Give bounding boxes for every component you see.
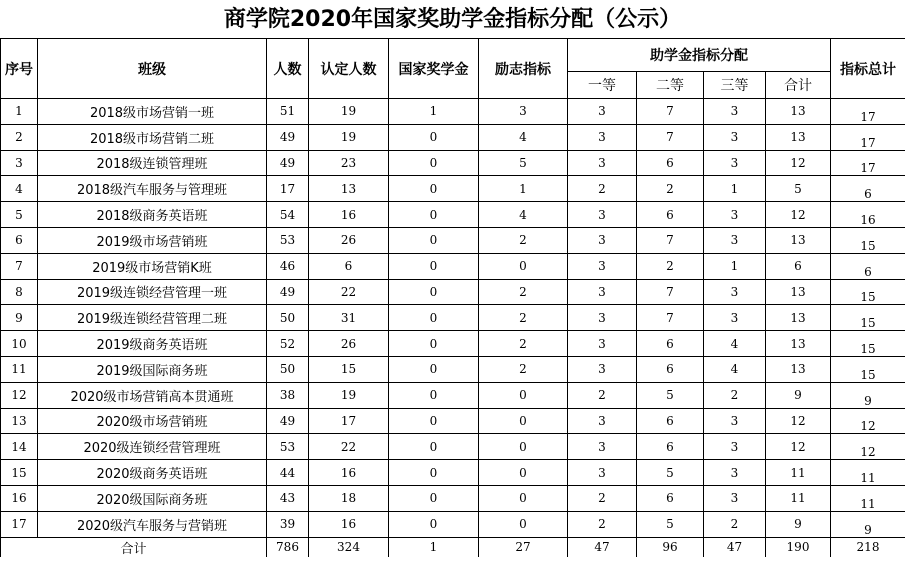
cell-national: 0 bbox=[389, 150, 479, 176]
cell-inspire: 1 bbox=[479, 176, 568, 202]
cell-certified: 16 bbox=[309, 460, 389, 486]
table-row bbox=[1, 99, 905, 125]
cell-tier3: 4 bbox=[704, 331, 766, 357]
cell-tier2: 7 bbox=[637, 305, 704, 331]
cell-tier3: 2 bbox=[704, 382, 766, 408]
cell-total: 6 bbox=[831, 253, 905, 279]
cell-tier2: 6 bbox=[637, 150, 704, 176]
header-tier2: 二等 bbox=[637, 72, 704, 99]
summary-national: 1 bbox=[389, 537, 479, 557]
cell-tier1: 3 bbox=[568, 408, 637, 434]
cell-people: 53 bbox=[267, 434, 309, 460]
cell-people: 50 bbox=[267, 356, 309, 382]
cell-national: 0 bbox=[389, 434, 479, 460]
cell-inspire: 4 bbox=[479, 124, 568, 150]
cell-national: 0 bbox=[389, 176, 479, 202]
cell-certified: 31 bbox=[309, 305, 389, 331]
cell-class: 2019级连锁经营管理二班 bbox=[38, 305, 267, 331]
header-subtotal: 合计 bbox=[766, 72, 831, 99]
cell-national: 0 bbox=[389, 305, 479, 331]
cell-tier3: 3 bbox=[704, 460, 766, 486]
cell-total: 11 bbox=[831, 460, 905, 486]
cell-inspire: 0 bbox=[479, 382, 568, 408]
cell-people: 17 bbox=[267, 176, 309, 202]
header-tier1: 一等 bbox=[568, 72, 637, 99]
cell-class: 2018级连锁管理班 bbox=[38, 150, 267, 176]
cell-class: 2019级商务英语班 bbox=[38, 331, 267, 357]
header-inspire: 励志指标 bbox=[479, 39, 568, 99]
cell-people: 49 bbox=[267, 150, 309, 176]
cell-inspire: 0 bbox=[479, 408, 568, 434]
cell-tier2: 7 bbox=[637, 279, 704, 305]
cell-no: 12 bbox=[1, 382, 38, 408]
cell-inspire: 0 bbox=[479, 460, 568, 486]
cell-subtotal: 9 bbox=[766, 382, 831, 408]
cell-total: 11 bbox=[831, 485, 905, 511]
cell-no: 1 bbox=[1, 99, 38, 125]
cell-tier1: 2 bbox=[568, 485, 637, 511]
cell-total: 17 bbox=[831, 150, 905, 176]
cell-people: 52 bbox=[267, 331, 309, 357]
cell-tier3: 3 bbox=[704, 227, 766, 253]
cell-tier3: 3 bbox=[704, 279, 766, 305]
table-row bbox=[1, 227, 905, 253]
cell-no: 17 bbox=[1, 511, 38, 537]
cell-class: 2020级商务英语班 bbox=[38, 460, 267, 486]
cell-subtotal: 13 bbox=[766, 305, 831, 331]
cell-people: 43 bbox=[267, 485, 309, 511]
cell-tier1: 2 bbox=[568, 511, 637, 537]
header-national: 国家奖学金 bbox=[389, 39, 479, 99]
cell-certified: 26 bbox=[309, 331, 389, 357]
cell-class: 2018级商务英语班 bbox=[38, 202, 267, 228]
summary-tier3: 47 bbox=[704, 537, 766, 557]
cell-tier3: 1 bbox=[704, 253, 766, 279]
cell-no: 8 bbox=[1, 279, 38, 305]
cell-tier3: 3 bbox=[704, 202, 766, 228]
cell-total: 12 bbox=[831, 434, 905, 460]
cell-inspire: 2 bbox=[479, 356, 568, 382]
cell-tier1: 3 bbox=[568, 356, 637, 382]
cell-no: 9 bbox=[1, 305, 38, 331]
cell-national: 0 bbox=[389, 124, 479, 150]
cell-class: 2019级市场营销班 bbox=[38, 227, 267, 253]
cell-inspire: 0 bbox=[479, 253, 568, 279]
cell-certified: 19 bbox=[309, 382, 389, 408]
cell-tier1: 3 bbox=[568, 99, 637, 125]
table-body bbox=[1, 99, 905, 538]
cell-total: 15 bbox=[831, 227, 905, 253]
summary-total: 218 bbox=[831, 537, 905, 557]
cell-inspire: 2 bbox=[479, 305, 568, 331]
header-tier3: 三等 bbox=[704, 72, 766, 99]
cell-inspire: 5 bbox=[479, 150, 568, 176]
cell-class: 2020级汽车服务与营销班 bbox=[38, 511, 267, 537]
cell-total: 15 bbox=[831, 305, 905, 331]
table-row bbox=[1, 356, 905, 382]
cell-inspire: 4 bbox=[479, 202, 568, 228]
cell-class: 2020级国际商务班 bbox=[38, 485, 267, 511]
header-certified: 认定人数 bbox=[309, 39, 389, 99]
cell-tier3: 3 bbox=[704, 124, 766, 150]
table-row bbox=[1, 382, 905, 408]
cell-people: 51 bbox=[267, 99, 309, 125]
cell-subtotal: 13 bbox=[766, 124, 831, 150]
table-row bbox=[1, 434, 905, 460]
cell-tier3: 3 bbox=[704, 99, 766, 125]
cell-tier2: 7 bbox=[637, 124, 704, 150]
cell-people: 54 bbox=[267, 202, 309, 228]
cell-people: 39 bbox=[267, 511, 309, 537]
header-class: 班级 bbox=[38, 39, 267, 99]
cell-national: 0 bbox=[389, 485, 479, 511]
cell-total: 17 bbox=[831, 99, 905, 125]
cell-people: 49 bbox=[267, 408, 309, 434]
cell-national: 0 bbox=[389, 408, 479, 434]
cell-subtotal: 13 bbox=[766, 279, 831, 305]
table-row bbox=[1, 485, 905, 511]
cell-total: 9 bbox=[831, 511, 905, 537]
cell-national: 0 bbox=[389, 356, 479, 382]
cell-total: 16 bbox=[831, 202, 905, 228]
cell-tier1: 3 bbox=[568, 279, 637, 305]
cell-tier1: 2 bbox=[568, 382, 637, 408]
cell-total: 6 bbox=[831, 176, 905, 202]
cell-tier1: 2 bbox=[568, 176, 637, 202]
cell-national: 0 bbox=[389, 511, 479, 537]
cell-tier2: 5 bbox=[637, 511, 704, 537]
cell-tier3: 3 bbox=[704, 485, 766, 511]
cell-tier3: 3 bbox=[704, 408, 766, 434]
cell-tier2: 7 bbox=[637, 99, 704, 125]
cell-inspire: 0 bbox=[479, 511, 568, 537]
cell-tier2: 6 bbox=[637, 356, 704, 382]
summary-certified: 324 bbox=[309, 537, 389, 557]
cell-class: 2020级连锁经营管理班 bbox=[38, 434, 267, 460]
cell-subtotal: 12 bbox=[766, 150, 831, 176]
cell-no: 14 bbox=[1, 434, 38, 460]
cell-certified: 19 bbox=[309, 124, 389, 150]
cell-inspire: 0 bbox=[479, 434, 568, 460]
cell-tier2: 6 bbox=[637, 408, 704, 434]
cell-tier1: 3 bbox=[568, 124, 637, 150]
cell-no: 4 bbox=[1, 176, 38, 202]
cell-national: 0 bbox=[389, 202, 479, 228]
cell-people: 46 bbox=[267, 253, 309, 279]
cell-subtotal: 12 bbox=[766, 202, 831, 228]
cell-inspire: 3 bbox=[479, 99, 568, 125]
table-row bbox=[1, 253, 905, 279]
page-title: 商学院2020年国家奖助学金指标分配（公示） bbox=[223, 7, 682, 32]
cell-national: 0 bbox=[389, 331, 479, 357]
cell-no: 3 bbox=[1, 150, 38, 176]
cell-certified: 19 bbox=[309, 99, 389, 125]
cell-tier2: 2 bbox=[637, 176, 704, 202]
cell-class: 2020级市场营销高本贯通班 bbox=[38, 382, 267, 408]
table-row bbox=[1, 305, 905, 331]
cell-certified: 16 bbox=[309, 202, 389, 228]
cell-no: 15 bbox=[1, 460, 38, 486]
cell-class: 2019级连锁经营管理一班 bbox=[38, 279, 267, 305]
cell-certified: 6 bbox=[309, 253, 389, 279]
cell-no: 2 bbox=[1, 124, 38, 150]
cell-certified: 22 bbox=[309, 434, 389, 460]
cell-subtotal: 12 bbox=[766, 434, 831, 460]
cell-tier2: 5 bbox=[637, 460, 704, 486]
summary-inspire: 27 bbox=[479, 537, 568, 557]
cell-subtotal: 13 bbox=[766, 99, 831, 125]
table-row bbox=[1, 511, 905, 537]
header-people: 人数 bbox=[267, 39, 309, 99]
cell-inspire: 0 bbox=[479, 485, 568, 511]
cell-no: 6 bbox=[1, 227, 38, 253]
summary-label: 合计 bbox=[1, 537, 267, 557]
cell-tier2: 6 bbox=[637, 202, 704, 228]
header-row bbox=[1, 39, 905, 72]
cell-tier2: 2 bbox=[637, 253, 704, 279]
cell-people: 49 bbox=[267, 279, 309, 305]
summary-row bbox=[1, 537, 905, 557]
cell-tier2: 5 bbox=[637, 382, 704, 408]
cell-class: 2018级市场营销一班 bbox=[38, 99, 267, 125]
summary-subtotal: 190 bbox=[766, 537, 831, 557]
cell-subtotal: 5 bbox=[766, 176, 831, 202]
cell-total: 15 bbox=[831, 356, 905, 382]
cell-inspire: 2 bbox=[479, 331, 568, 357]
cell-subtotal: 13 bbox=[766, 356, 831, 382]
cell-certified: 16 bbox=[309, 511, 389, 537]
table-row bbox=[1, 279, 905, 305]
allocation-table bbox=[0, 38, 905, 557]
cell-tier2: 6 bbox=[637, 434, 704, 460]
cell-no: 7 bbox=[1, 253, 38, 279]
cell-people: 50 bbox=[267, 305, 309, 331]
cell-tier3: 1 bbox=[704, 176, 766, 202]
cell-tier2: 7 bbox=[637, 227, 704, 253]
table-row bbox=[1, 124, 905, 150]
cell-people: 44 bbox=[267, 460, 309, 486]
header-grant-group: 助学金指标分配 bbox=[568, 39, 831, 72]
cell-tier1: 3 bbox=[568, 305, 637, 331]
cell-tier1: 3 bbox=[568, 202, 637, 228]
cell-tier3: 3 bbox=[704, 434, 766, 460]
cell-tier1: 3 bbox=[568, 227, 637, 253]
cell-no: 5 bbox=[1, 202, 38, 228]
cell-subtotal: 13 bbox=[766, 331, 831, 357]
table-row bbox=[1, 150, 905, 176]
cell-no: 16 bbox=[1, 485, 38, 511]
cell-subtotal: 6 bbox=[766, 253, 831, 279]
cell-certified: 23 bbox=[309, 150, 389, 176]
table-row bbox=[1, 331, 905, 357]
cell-class: 2020级市场营销班 bbox=[38, 408, 267, 434]
cell-certified: 22 bbox=[309, 279, 389, 305]
cell-no: 13 bbox=[1, 408, 38, 434]
table-row bbox=[1, 202, 905, 228]
cell-tier1: 3 bbox=[568, 460, 637, 486]
cell-tier3: 3 bbox=[704, 305, 766, 331]
cell-subtotal: 12 bbox=[766, 408, 831, 434]
cell-national: 0 bbox=[389, 460, 479, 486]
summary-tier2: 96 bbox=[637, 537, 704, 557]
cell-subtotal: 13 bbox=[766, 227, 831, 253]
cell-tier2: 6 bbox=[637, 485, 704, 511]
cell-class: 2018级市场营销二班 bbox=[38, 124, 267, 150]
cell-subtotal: 11 bbox=[766, 460, 831, 486]
cell-total: 9 bbox=[831, 382, 905, 408]
table-row bbox=[1, 176, 905, 202]
cell-subtotal: 9 bbox=[766, 511, 831, 537]
cell-certified: 18 bbox=[309, 485, 389, 511]
cell-national: 0 bbox=[389, 279, 479, 305]
cell-tier1: 3 bbox=[568, 150, 637, 176]
cell-no: 10 bbox=[1, 331, 38, 357]
cell-tier2: 6 bbox=[637, 331, 704, 357]
cell-inspire: 2 bbox=[479, 227, 568, 253]
header-total: 指标总计 bbox=[831, 39, 905, 99]
cell-class: 2018级汽车服务与管理班 bbox=[38, 176, 267, 202]
cell-certified: 13 bbox=[309, 176, 389, 202]
cell-total: 12 bbox=[831, 408, 905, 434]
cell-people: 49 bbox=[267, 124, 309, 150]
cell-national: 0 bbox=[389, 227, 479, 253]
cell-class: 2019级市场营销K班 bbox=[38, 253, 267, 279]
cell-total: 17 bbox=[831, 124, 905, 150]
cell-subtotal: 11 bbox=[766, 485, 831, 511]
cell-people: 53 bbox=[267, 227, 309, 253]
table-row bbox=[1, 460, 905, 486]
cell-people: 38 bbox=[267, 382, 309, 408]
cell-inspire: 2 bbox=[479, 279, 568, 305]
cell-tier3: 3 bbox=[704, 150, 766, 176]
cell-tier1: 3 bbox=[568, 331, 637, 357]
cell-class: 2019级国际商务班 bbox=[38, 356, 267, 382]
cell-total: 15 bbox=[831, 331, 905, 357]
summary-tier1: 47 bbox=[568, 537, 637, 557]
cell-tier1: 3 bbox=[568, 434, 637, 460]
cell-tier3: 2 bbox=[704, 511, 766, 537]
cell-tier1: 3 bbox=[568, 253, 637, 279]
summary-people: 786 bbox=[267, 537, 309, 557]
table-row bbox=[1, 408, 905, 434]
cell-national: 0 bbox=[389, 382, 479, 408]
cell-certified: 17 bbox=[309, 408, 389, 434]
header-no: 序号 bbox=[1, 39, 38, 99]
cell-total: 15 bbox=[831, 279, 905, 305]
cell-national: 1 bbox=[389, 99, 479, 125]
cell-tier3: 4 bbox=[704, 356, 766, 382]
cell-certified: 26 bbox=[309, 227, 389, 253]
cell-no: 11 bbox=[1, 356, 38, 382]
cell-national: 0 bbox=[389, 253, 479, 279]
cell-certified: 15 bbox=[309, 356, 389, 382]
